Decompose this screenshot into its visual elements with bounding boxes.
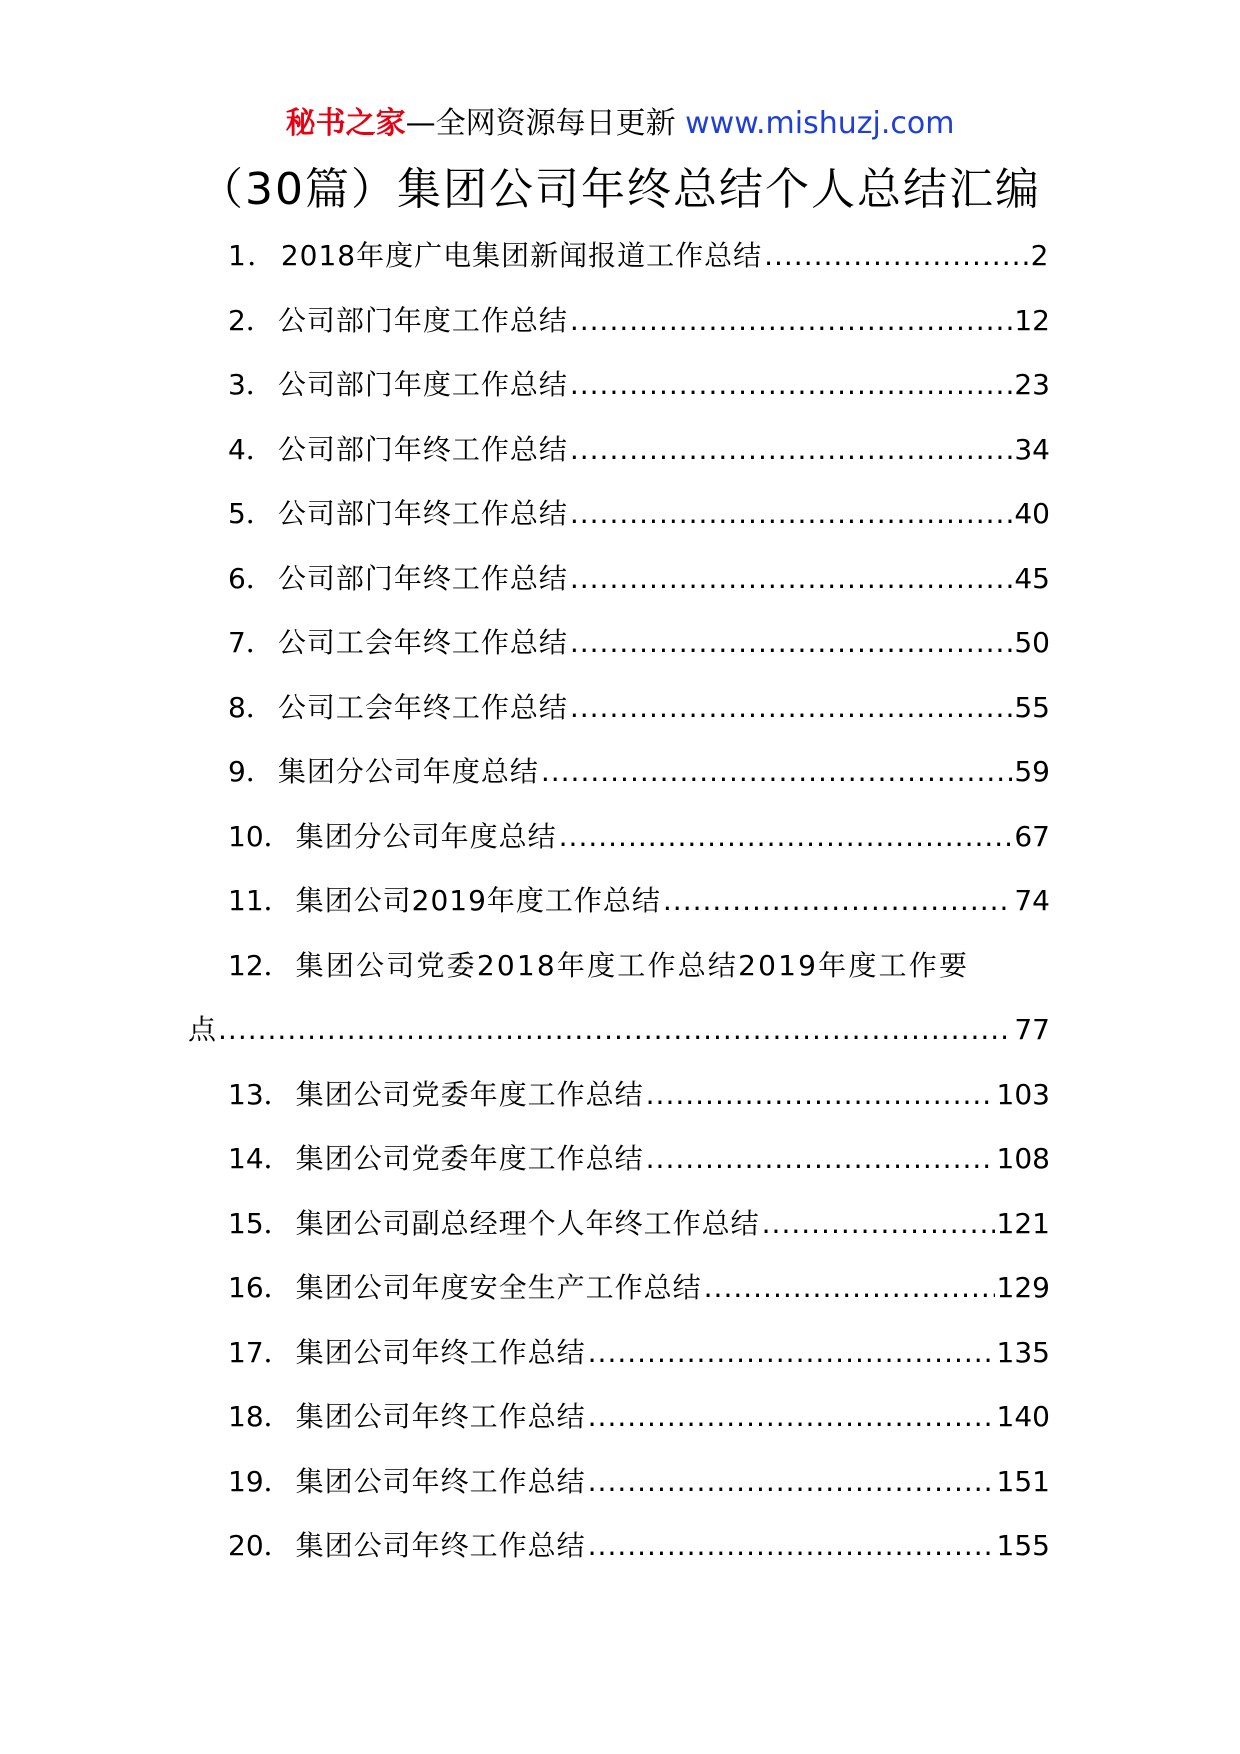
toc-entry-label: 集团公司年终工作总结 bbox=[295, 1464, 586, 1498]
toc-entry[interactable] bbox=[190, 1063, 1050, 1128]
toc-entry-page: 45 bbox=[1014, 561, 1050, 595]
toc-entry[interactable] bbox=[190, 353, 1050, 418]
toc-entry-label: 集团公司党委2018年度工作总结2019年度工作要 bbox=[295, 948, 970, 982]
toc-entry-page: 55 bbox=[1014, 690, 1050, 724]
toc-entry-page: 77 bbox=[1014, 1013, 1050, 1046]
toc-entry-number: 16． bbox=[228, 1271, 292, 1304]
toc-entry-label: 公司部门年终工作总结 bbox=[277, 497, 568, 530]
toc-entry-label: 集团公司党委年度工作总结 bbox=[295, 1077, 644, 1111]
toc-entry-page: 135 bbox=[996, 1335, 1050, 1369]
toc-entry-label: 公司部门年度工作总结 bbox=[277, 303, 568, 337]
toc-dot-leader bbox=[764, 224, 1029, 289]
toc-dot-leader bbox=[570, 676, 1013, 741]
toc-entry-page: 108 bbox=[996, 1142, 1050, 1175]
toc-entry-number: 17． bbox=[228, 1335, 292, 1369]
toc-entry-number: 4． bbox=[228, 432, 274, 466]
toc-entry-label: 集团公司2019年度工作总结 bbox=[295, 884, 661, 917]
toc-entry[interactable] bbox=[190, 482, 1050, 547]
toc-dot-leader bbox=[570, 289, 1013, 354]
toc-entry-page: 34 bbox=[1014, 432, 1050, 466]
table-of-contents bbox=[190, 224, 1050, 1579]
toc-entry-label: 集团公司年终工作总结 bbox=[295, 1529, 586, 1562]
toc-entry[interactable] bbox=[190, 418, 1050, 483]
toc-entry-number: 2． bbox=[228, 303, 274, 337]
toc-entry[interactable] bbox=[190, 1514, 1050, 1579]
toc-entry[interactable] bbox=[190, 1192, 1050, 1257]
toc-dot-leader bbox=[570, 611, 1013, 676]
toc-entry-page: 121 bbox=[996, 1206, 1050, 1240]
toc-entry-page: 151 bbox=[996, 1464, 1050, 1498]
toc-dot-leader bbox=[588, 1514, 995, 1579]
toc-entry-page: 12 bbox=[1014, 303, 1050, 337]
toc-dot-leader bbox=[218, 998, 1012, 1063]
toc-entry[interactable] bbox=[190, 1127, 1050, 1192]
toc-entry-number: 15． bbox=[228, 1206, 292, 1240]
toc-entry-page: 50 bbox=[1014, 626, 1050, 659]
toc-dot-leader bbox=[762, 1192, 995, 1257]
toc-entry-number: 5． bbox=[228, 497, 274, 530]
toc-entry-number: 18． bbox=[228, 1400, 292, 1433]
toc-entry-number: 11． bbox=[228, 884, 292, 917]
toc-entry-page: 40 bbox=[1014, 497, 1050, 530]
site-link[interactable]: www.mishuzj.com bbox=[685, 106, 955, 141]
toc-entry-page: 129 bbox=[996, 1271, 1050, 1304]
toc-entry[interactable] bbox=[190, 547, 1050, 612]
toc-entry-label: 公司工会年终工作总结 bbox=[277, 626, 568, 659]
toc-dot-leader bbox=[704, 1256, 995, 1321]
toc-entry[interactable] bbox=[190, 1321, 1050, 1386]
toc-entry[interactable] bbox=[190, 676, 1050, 741]
toc-entry-page: 74 bbox=[1014, 884, 1050, 917]
toc-entry-label: 集团公司年度安全生产工作总结 bbox=[295, 1271, 702, 1304]
toc-entry-number: 19． bbox=[228, 1464, 292, 1498]
toc-dot-leader bbox=[570, 547, 1013, 612]
toc-dot-leader bbox=[541, 740, 1013, 805]
toc-entry-number: 7． bbox=[228, 626, 274, 659]
toc-dot-leader bbox=[570, 353, 1013, 418]
toc-entry[interactable] bbox=[190, 611, 1050, 676]
toc-dot-leader bbox=[588, 1385, 995, 1450]
toc-dot-leader bbox=[646, 1127, 995, 1192]
toc-entry-label: 集团分公司年度总结 bbox=[295, 819, 557, 853]
toc-entry-number: 10． bbox=[228, 819, 292, 853]
toc-entry[interactable] bbox=[190, 740, 1050, 805]
toc-dot-leader bbox=[559, 805, 1013, 870]
toc-entry-label: 集团公司副总经理个人年终工作总结 bbox=[295, 1206, 760, 1240]
toc-entry-number: 3． bbox=[228, 368, 274, 401]
toc-entry-number: 13． bbox=[228, 1077, 292, 1111]
toc-entry-page: 59 bbox=[1014, 755, 1050, 788]
toc-entry-number: 1． bbox=[228, 239, 277, 272]
toc-entry-number: 14． bbox=[228, 1142, 292, 1175]
toc-entry-label: 集团公司年终工作总结 bbox=[295, 1335, 586, 1369]
document-title: （30篇）集团公司年终总结个人总结汇编 bbox=[199, 164, 1041, 215]
header-tagline: —全网资源每日更新 bbox=[405, 106, 676, 141]
toc-dot-leader bbox=[588, 1321, 995, 1386]
toc-entry-page: 2 bbox=[1030, 239, 1050, 272]
toc-entry-number: 6． bbox=[228, 561, 274, 595]
brand-name: 秘书之家 bbox=[285, 106, 406, 141]
toc-entry-label: 2018年度广电集团新闻报道工作总结 bbox=[280, 239, 763, 272]
toc-entry-page: 103 bbox=[996, 1077, 1050, 1111]
toc-entry-label: 集团公司党委年度工作总结 bbox=[295, 1142, 644, 1175]
toc-entry-number: 20． bbox=[228, 1529, 292, 1562]
toc-entry[interactable] bbox=[190, 869, 1050, 934]
toc-entry-label: 集团分公司年度总结 bbox=[277, 755, 539, 788]
toc-entry[interactable] bbox=[190, 289, 1050, 354]
toc-entry-label: 公司部门年终工作总结 bbox=[277, 561, 568, 595]
toc-entry[interactable] bbox=[190, 1450, 1050, 1515]
toc-entry-number: 12． bbox=[228, 948, 292, 982]
toc-dot-leader bbox=[588, 1450, 995, 1515]
toc-entry[interactable] bbox=[190, 805, 1050, 870]
toc-entry-label: 公司部门年终工作总结 bbox=[277, 432, 568, 466]
toc-entry-number: 9． bbox=[228, 755, 274, 788]
toc-dot-leader bbox=[570, 418, 1013, 483]
toc-entry[interactable] bbox=[190, 1256, 1050, 1321]
toc-entry[interactable] bbox=[190, 224, 1050, 289]
toc-entry-label: 公司部门年度工作总结 bbox=[277, 368, 568, 401]
toc-entry-page: 23 bbox=[1014, 368, 1050, 401]
toc-dot-leader bbox=[646, 1063, 995, 1128]
toc-entry-continuation[interactable] bbox=[188, 998, 1050, 1063]
toc-entry-page: 155 bbox=[996, 1529, 1050, 1562]
toc-entry-page: 67 bbox=[1014, 819, 1050, 853]
toc-dot-leader bbox=[663, 869, 1012, 934]
toc-dot-leader bbox=[570, 482, 1013, 547]
toc-entry[interactable] bbox=[190, 1385, 1050, 1450]
toc-entry-number: 8． bbox=[228, 690, 274, 724]
page-header bbox=[0, 98, 1240, 150]
toc-entry-label: 公司工会年终工作总结 bbox=[277, 690, 568, 724]
toc-entry-label-continuation: 点 bbox=[188, 1013, 217, 1046]
toc-entry-label: 集团公司年终工作总结 bbox=[295, 1400, 586, 1433]
toc-entry-page: 140 bbox=[996, 1400, 1050, 1433]
toc-entry[interactable] bbox=[190, 934, 1050, 999]
